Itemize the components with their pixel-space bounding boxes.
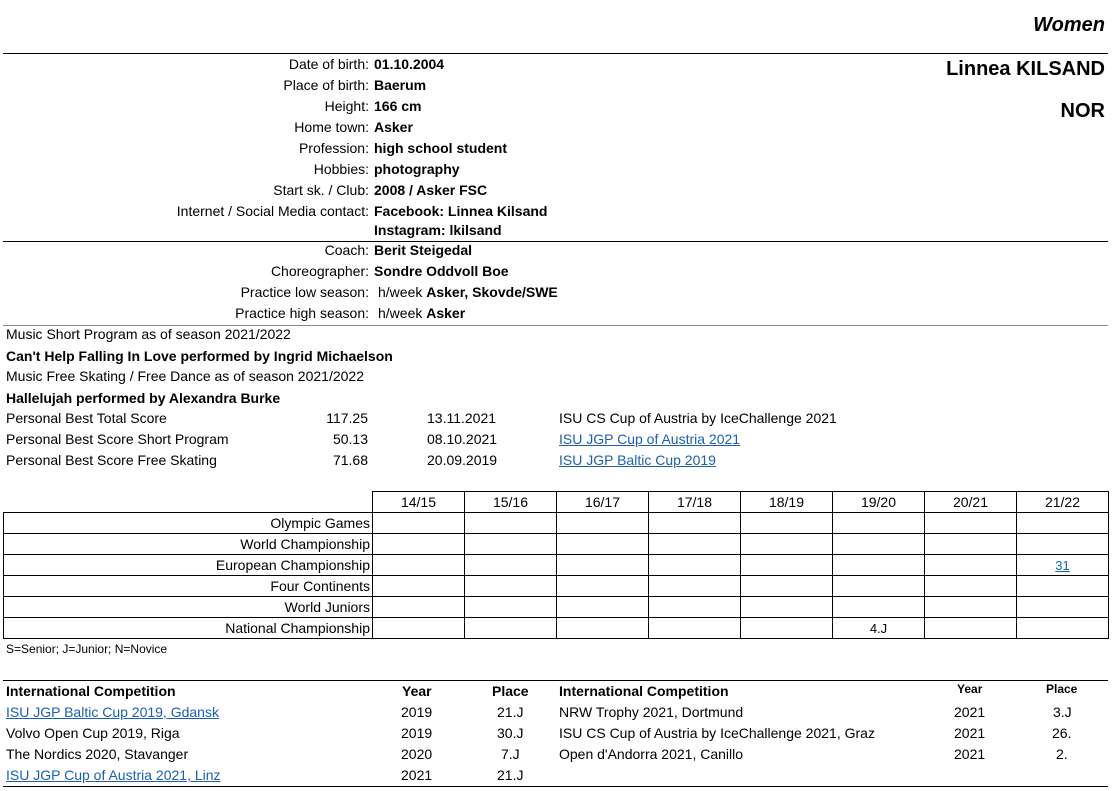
divider [3, 53, 1108, 54]
bio-label: Date of birth: [288, 56, 369, 72]
table-row [4, 576, 1109, 597]
competition-year: 2021 [401, 767, 433, 783]
season-header: 18/19 [741, 492, 833, 513]
bio-label: Place of birth: [283, 77, 369, 93]
year-header: Year [402, 683, 432, 699]
practice-hours-unit: h/week [378, 305, 423, 321]
championship-label: Olympic Games [4, 513, 373, 534]
season-header: 15/16 [465, 492, 557, 513]
pb-date: 08.10.2021 [427, 431, 498, 447]
competition-header: International Competition [6, 683, 176, 699]
training-label: Choreographer: [270, 263, 369, 279]
bio-value: 01.10.2004 [374, 56, 445, 72]
bio-label: Height: [324, 98, 369, 114]
bio-value: 166 cm [374, 98, 422, 114]
divider [3, 241, 1108, 242]
competition-name: Open d'Andorra 2021, Canillo [559, 746, 744, 762]
table-row [4, 513, 1109, 534]
skater-nation: NOR [1060, 100, 1105, 122]
competition-place: 3.J [1053, 704, 1072, 720]
competition-link[interactable]: ISU JGP Cup of Austria 2021, Linz [6, 767, 221, 783]
training-label: Practice high season: [235, 305, 369, 321]
season-results-table [3, 491, 1109, 639]
year-header: Year [957, 682, 983, 696]
competition-year: 2021 [954, 725, 986, 741]
competition-year: 2019 [401, 725, 433, 741]
music-fs-title: Hallelujah performed by Alexandra Burke [6, 390, 281, 406]
category-title: Women [1033, 14, 1105, 36]
pb-label: Personal Best Score Free Skating [6, 452, 217, 468]
championship-label: European Championship [4, 555, 373, 576]
competition-header: International Competition [559, 683, 729, 699]
competition-year: 2019 [401, 704, 433, 720]
music-sp-label: Music Short Program as of season 2021/2022 [6, 326, 291, 342]
competition-place: 30.J [497, 725, 524, 741]
training-value: Berit Steigedal [374, 242, 473, 258]
skater-name: Linnea KILSAND [946, 58, 1105, 80]
pb-label: Personal Best Total Score [6, 410, 167, 426]
season-header: 20/21 [925, 492, 1017, 513]
training-value: Sondre Oddvoll Boe [374, 263, 509, 279]
pb-score: 117.25 [326, 410, 368, 426]
pb-event: ISU CS Cup of Austria by IceChallenge 2021 [559, 410, 837, 426]
table-row [4, 597, 1109, 618]
bio-value: photography [374, 161, 460, 177]
competition-link[interactable]: ISU JGP Baltic Cup 2019, Gdansk [6, 704, 219, 720]
place-header: Place [492, 683, 529, 699]
table-row [4, 555, 1109, 576]
divider [3, 680, 1108, 681]
pb-label: Personal Best Score Short Program [6, 431, 229, 447]
season-header: 19/20 [833, 492, 925, 513]
bio-label: Internet / Social Media contact: [176, 203, 369, 219]
bio-value: Baerum [374, 77, 427, 93]
bio-value: Asker [374, 119, 413, 135]
competition-name: Volvo Open Cup 2019, Riga [6, 725, 180, 741]
training-label: Practice low season: [240, 284, 369, 300]
divider [3, 786, 1108, 787]
practice-hours-unit: h/week [378, 284, 423, 300]
training-value: Asker [426, 305, 466, 321]
season-header: 16/17 [557, 492, 649, 513]
level-legend: S=Senior; J=Junior; N=Novice [6, 642, 168, 656]
competition-year: 2021 [954, 746, 986, 762]
championship-label: National Championship [4, 618, 373, 639]
bio-value: Facebook: Linnea Kilsand [374, 203, 548, 219]
competition-year: 2020 [401, 746, 433, 762]
competition-name: ISU CS Cup of Austria by IceChallenge 2021, Graz [559, 725, 875, 741]
competition-place: 21.J [497, 767, 524, 783]
bio-label: Profession: [298, 140, 369, 156]
bio-label: Start sk. / Club: [273, 182, 369, 198]
pb-score: 71.68 [332, 452, 368, 468]
championship-label: World Championship [4, 534, 373, 555]
training-value: Asker, Skovde/SWE [426, 284, 558, 300]
table-row [4, 534, 1109, 555]
bio-value: 2008 / Asker FSC [374, 182, 488, 198]
table-row: National Championship 4.J [4, 618, 1109, 639]
competition-place: 7.J [501, 746, 520, 762]
pb-score: 50.13 [332, 431, 368, 447]
place-header: Place [1046, 682, 1078, 696]
competition-place: 2. [1056, 746, 1068, 762]
bio-value: high school student [374, 140, 507, 156]
season-header: 21/22 [1017, 492, 1109, 513]
season-header: 17/18 [649, 492, 741, 513]
bio-value: Instagram: lkilsand [374, 222, 502, 238]
training-label: Coach: [324, 242, 369, 258]
bio-label: Home town: [294, 119, 369, 135]
pb-date: 20.09.2019 [427, 452, 498, 468]
championship-label: World Juniors [4, 597, 373, 618]
competition-place: 21.J [497, 704, 524, 720]
bio-label: Hobbies: [313, 161, 369, 177]
music-sp-title: Can't Help Falling In Love performed by Ingrid Michaelson [6, 348, 393, 364]
competition-year: 2021 [954, 704, 986, 720]
competition-place: 26. [1052, 725, 1072, 741]
pb-event-link[interactable]: ISU JGP Baltic Cup 2019 [559, 452, 716, 468]
music-fs-label: Music Free Skating / Free Dance as of season 2021/2022 [6, 368, 364, 384]
pb-event-link[interactable]: ISU JGP Cup of Austria 2021 [559, 431, 741, 447]
result-link[interactable]: 31 [1055, 557, 1070, 573]
season-header: 14/15 [373, 492, 465, 513]
competition-name: The Nordics 2020, Stavanger [6, 746, 189, 762]
championship-label: Four Continents [4, 576, 373, 597]
pb-date: 13.11.2021 [427, 410, 497, 426]
competition-name: NRW Trophy 2021, Dortmund [559, 704, 744, 720]
